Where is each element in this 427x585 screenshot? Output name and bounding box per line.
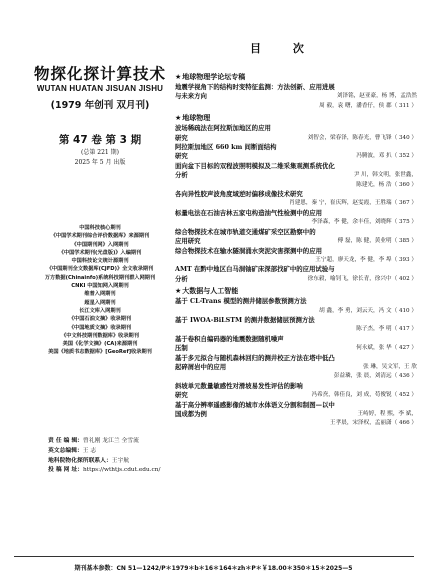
index-item: 超星入网期刊	[84, 299, 116, 306]
index-item: CNKI 中国知网入网期刊	[71, 283, 129, 290]
credit-row	[48, 457, 198, 467]
credit-row	[48, 447, 198, 457]
index-item: 《中国期刊网》入网期刊	[71, 241, 129, 248]
index-item: 《中国学术期刊综合评价数据库》来源期刊	[50, 233, 150, 240]
index-item: 美国《地质书志数据库》[GeoRef]收录期刊	[48, 349, 152, 356]
index-item: 《中国地质文摘》收录期刊	[68, 324, 132, 331]
star-icon: ★	[175, 73, 182, 81]
toc-article[interactable]	[175, 124, 417, 143]
article-title-line: 综合物探技术在城市轨道交通煤矿采空区勘察中的	[175, 227, 316, 236]
article-title-line: AMT 在黔中地区白马洞铀矿床深部找矿中的应用试验与	[175, 265, 335, 274]
article-title-line: 综合物探技术在输水隧洞涌水突泥灾害探测中的应用	[175, 246, 322, 255]
article-title-line: 压制	[175, 344, 188, 353]
article-title-line: 标量电法在石油吉林五家屯构造油气性检测中的应用	[175, 208, 322, 217]
article-title-line: 基于 CL-Trans 模型的测井储层参数预测方法	[175, 297, 307, 306]
article-title-line: 各向异性胶声波角度域逆时偏移成像技术研究	[175, 190, 303, 199]
article-title-line: 研究	[175, 391, 188, 400]
index-item: 中国科技核心期刊	[79, 225, 121, 231]
article-authors: 王峙婷，程 熙，李 斌，	[357, 411, 417, 417]
article-title-line: 面向盆下目标的双程波照明模拟及二维采集观测系统优化	[175, 161, 335, 170]
article-title-line: 研究	[175, 133, 188, 142]
article-authors: 何永斌，张 华（ 427 ）	[356, 345, 417, 352]
article-authors: 陈子杰，李 明（ 417 ）	[356, 326, 417, 333]
article-title-line: 阿拉斯加地区 660 km 间断面结构	[175, 143, 277, 152]
article-title-line: 基于高分辨率遥感影像的城市水体语义分割和制图—以中	[175, 400, 335, 409]
toc-article[interactable]	[175, 247, 417, 266]
article-authors-continued: 陈建光，杨 浩（ 360 ）	[356, 181, 417, 188]
footer-rule	[14, 556, 414, 557]
toc-section-heading	[175, 113, 417, 124]
credit-label: 英文总编辑：	[48, 447, 83, 454]
credit-value[interactable]: https://wthtjs.cdut.edu.cn/	[83, 467, 161, 474]
credit-label: 投 稿 网 址：	[48, 467, 84, 474]
index-item: 美国《化学文摘》(CA)来源期刊	[62, 341, 138, 348]
article-title-line: 基于多元拟合与随机森林回归的测井校正方法在塔中低凸	[175, 353, 335, 362]
index-item: 万方数据(Chinainfo)系统科技期刊群入网期刊	[44, 274, 156, 281]
article-authors: 傅 磊，陈 健，黄业明（ 385 ）	[337, 238, 417, 245]
index-item: 《中文科技期刊数据库》收录期刊	[61, 332, 139, 339]
credit-row	[48, 466, 198, 476]
toc-article[interactable]	[175, 265, 417, 284]
table-of-contents	[175, 70, 417, 429]
article-authors: 李泽森，李 健，余丰佳，刘晓辉（ 375 ）	[311, 219, 417, 226]
article-authors: 肖建恩，秦 宁，崔庆辉，赵雯霞，王胜瑞（ 367 ）	[289, 200, 417, 207]
toc-article[interactable]	[175, 190, 417, 209]
star-icon: ★	[175, 114, 182, 123]
toc-article[interactable]	[175, 143, 417, 162]
article-title-line: 分析	[175, 171, 188, 180]
article-title-line: 起碎屑岩中的应用	[175, 362, 227, 371]
article-title-line: 研究	[175, 152, 188, 161]
volume-issue: 第 47 卷 第 3 期	[58, 134, 142, 146]
toc-article[interactable]	[175, 83, 417, 111]
journal-parameters: 期刊基本参数：CN 51—1242/P＊1979＊b＊16＊164＊zh＊P＊￥18.00＊350＊15＊2025—5	[74, 565, 353, 572]
article-authors: 胡 鑫，李 勇，刘云天，冯 文（ 410 ）	[319, 307, 417, 314]
credit-value: 王宇航	[111, 457, 130, 464]
article-authors: 徐东毅，喻钊飞，徐长青，徐兴中（ 402 ）	[307, 275, 417, 282]
article-title-line: 地震学视角下的结构时变特征监测：方法创新、应用进展	[175, 83, 335, 91]
credit-label: 责 任 编 辑：	[48, 438, 84, 444]
index-item: 《中国期刊全文数据库(CJFD)》全文收录期刊	[46, 266, 154, 273]
article-title-line: 基于卷积自编码器的地震数据随机噪声	[175, 334, 284, 343]
toc-section-heading	[175, 72, 417, 83]
article-title-line: 应用研究	[175, 237, 201, 246]
credit-value: 王 志	[82, 447, 97, 454]
index-item: 《中国石油文摘》收录期刊	[68, 316, 132, 323]
toc-article[interactable]	[175, 228, 417, 247]
toc-article[interactable]	[175, 335, 417, 354]
article-title-line: 国成都为例	[175, 410, 207, 418]
toc-article[interactable]	[175, 401, 417, 429]
article-title-line: 斜坡单元数量敏感性对滑坡易发性评估的影响	[175, 381, 303, 390]
index-item: 中国科技论文统计源期刊	[71, 258, 129, 265]
article-authors: 刘泽铭，赵亚豪，杨 博，孟浩然	[336, 93, 417, 100]
total-issue: (总第 221 期)	[81, 149, 119, 156]
article-authors: 尹 川，韩文明，张世鑫，	[353, 172, 417, 179]
article-authors: 王宁超，廖天龙，李 健，李 埠（ 393 ）	[315, 256, 417, 263]
article-authors: 冯腾波，邓 扒（ 352 ）	[356, 153, 417, 160]
toc-section-title: 大数据与人工智能	[182, 287, 239, 296]
toc-article[interactable]	[175, 354, 417, 382]
toc-article[interactable]	[175, 316, 417, 335]
journal-title: 物探化探计算技术	[33, 65, 166, 83]
toc-article[interactable]	[175, 297, 417, 316]
article-title-line: 分析	[175, 274, 188, 283]
indexing-list	[10, 224, 190, 357]
article-authors: 冯希焘，韩佳良，刘 成，苟俊锐（ 452 ）	[311, 392, 417, 399]
toc-section-heading	[175, 286, 417, 297]
article-authors-continued: 彭益璘，张 晨，刘清远（ 436 ）	[333, 373, 417, 380]
toc-section-title: 地球物理	[182, 114, 211, 123]
star-icon: ★	[175, 287, 182, 296]
toc-article[interactable]	[175, 382, 417, 401]
journal-title-pinyin: WUTAN HUATAN JISUAN JISHU	[36, 84, 164, 93]
credit-value: 曾礼刚 龙江兰 全雪流	[83, 438, 139, 444]
article-authors-continued: 周 毅，袁 曙，潘香仔，侯 郡（ 311 ）	[319, 102, 417, 109]
toc-header: 目 次	[250, 42, 318, 55]
index-item: 维普入网期刊	[84, 291, 116, 298]
journal-founded: (1979 年创刊 双月刊)	[50, 100, 150, 111]
credit-row	[48, 437, 198, 447]
toc-article[interactable]	[175, 209, 417, 228]
toc-section-title: 地球物理学论坛专稿	[182, 73, 246, 81]
article-title-line: 波场稀疏法在阿拉斯加地区的应用	[175, 124, 271, 133]
article-authors-continued: 王孝晨，宋泽权，孟丽潇（ 466 ）	[330, 420, 417, 427]
article-authors: 刘智会，梁春泽，陈春光，曹飞锋（ 340 ）	[307, 134, 417, 141]
credits-block	[48, 437, 198, 476]
index-item: 长江文库入网期刊	[79, 307, 121, 314]
article-authors: 张 琳，吴文军，王 欣	[363, 363, 417, 370]
article-title-line: 基于 IWOA-BiLSTM 的测井数据储层预测方法	[175, 315, 315, 324]
publish-date: 2025 年 5 月 出版	[74, 159, 126, 166]
index-item: 《中国学术期刊(光盘版)》入编期刊	[58, 249, 142, 256]
article-title-line: 与未来方向	[175, 92, 207, 101]
credit-label: 地科院物化探所联系人：	[48, 457, 112, 464]
toc-article[interactable]	[175, 162, 417, 190]
